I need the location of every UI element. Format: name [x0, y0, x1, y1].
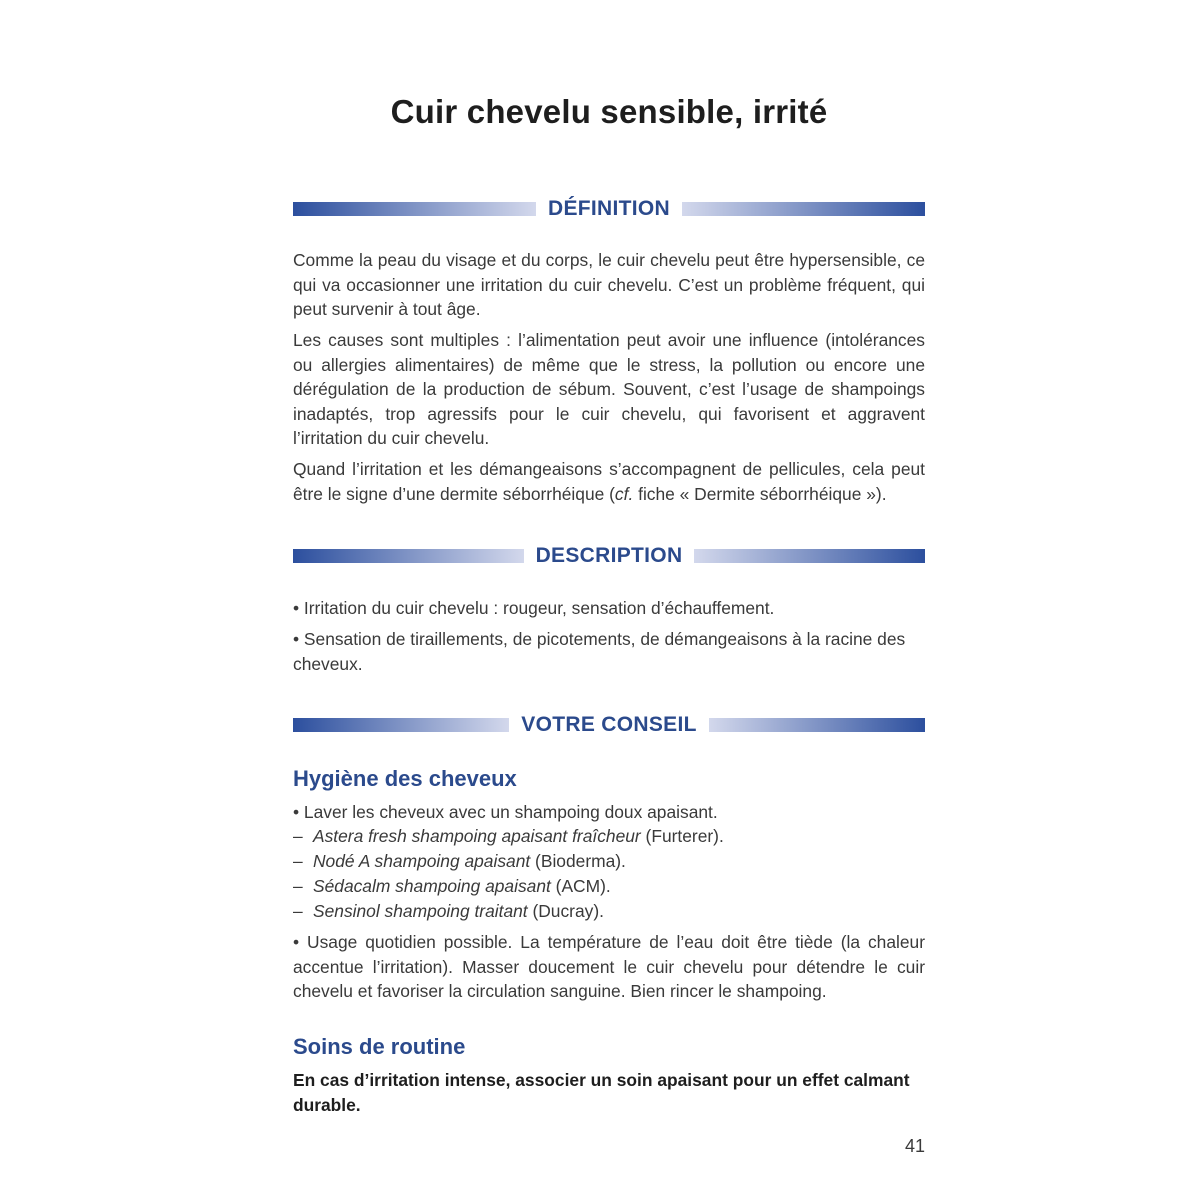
header-bar-right — [694, 549, 925, 563]
dash-marker: – — [293, 826, 303, 846]
dash-marker: – — [293, 851, 303, 871]
product-item — [293, 849, 925, 874]
section-header-conseil — [293, 712, 925, 738]
header-bar-right — [682, 202, 925, 216]
hygiene-usage: • Usage quotidien possible. La température de l’eau doit être tiède (la chaleur accentue l’irritation). Masser doucement le cuir chevelu pour détendre le cuir chevelu et favoriser la circulation sanguine. Bien rincer le shampoing. — [293, 932, 925, 1002]
dash-marker: – — [293, 901, 303, 921]
page-number: 41 — [904, 1136, 925, 1156]
page-title: Cuir chevelu sensible, irrité — [390, 93, 828, 130]
product-item — [293, 874, 925, 899]
p3-text-before: Quand l’irritation et les démangeaisons s’accompagnent de pellicules, cela peut être le signe d’une dermite séborrhéique ( — [293, 459, 925, 504]
dash-marker: – — [293, 876, 303, 896]
product-name: Astera fresh shampoing apaisant fraîcheur — [313, 826, 641, 846]
product-item — [293, 824, 925, 849]
section-header-definition — [293, 196, 925, 222]
description-item-1: • Irritation du cuir chevelu : rougeur, sensation d’échauffement. — [293, 598, 775, 618]
header-bar-right — [709, 718, 925, 732]
product-brand: (Furterer). — [640, 826, 724, 846]
definition-paragraph-3 — [293, 457, 925, 506]
product-name: Nodé A shampoing apaisant — [313, 851, 531, 871]
header-bar-left — [293, 202, 536, 216]
subheading-hygiene: Hygiène des cheveux — [293, 766, 517, 791]
header-bar-left — [293, 549, 524, 563]
definition-paragraph-1: Comme la peau du visage et du corps, le cuir chevelu peut être hypersensible, ce qui va occasionner une irritation du cuir chevelu. C’est un problème fréquent, qui peut survenir à tout âge. — [293, 250, 925, 320]
routine-text: En cas d’irritation intense, associer un soin apaisant pour un effet calmant durable. — [293, 1070, 910, 1115]
section-label-description: DESCRIPTION — [535, 544, 683, 567]
hygiene-intro: • Laver les cheveux avec un shampoing doux apaisant. — [293, 802, 718, 822]
p3-italic-cf: cf. — [614, 483, 634, 504]
product-item — [293, 899, 925, 924]
product-brand: (ACM). — [550, 876, 611, 896]
subheading-routine: Soins de routine — [293, 1034, 466, 1059]
product-name: Sensinol shampoing traitant — [313, 901, 528, 921]
product-name: Sédacalm shampoing apaisant — [313, 876, 551, 896]
section-header-description — [293, 543, 925, 569]
description-item-2: • Sensation de tiraillements, de picotements, de démangeaisons à la racine des cheveux. — [293, 629, 906, 674]
product-brand: (Bioderma). — [530, 851, 626, 871]
section-label-definition: DÉFINITION — [548, 197, 670, 220]
section-label-conseil: VOTRE CONSEIL — [521, 713, 697, 736]
definition-paragraph-2: Les causes sont multiples : l’alimentation peut avoir une influence (intolérances ou allergies alimentaires) de même que le stress, la pollution ou encore une dérégulation de la production de sébum. Souvent, c’est l’usage de shampoings inadaptés, trop agressifs pour le cuir chevelu, qui favorisent et aggravent l’irritation du cuir chevelu. — [293, 330, 925, 449]
p3-text-after: fiche « Dermite séborrhéique »). — [633, 483, 887, 504]
header-bar-left — [293, 718, 509, 732]
product-brand: (Ducray). — [527, 901, 604, 921]
